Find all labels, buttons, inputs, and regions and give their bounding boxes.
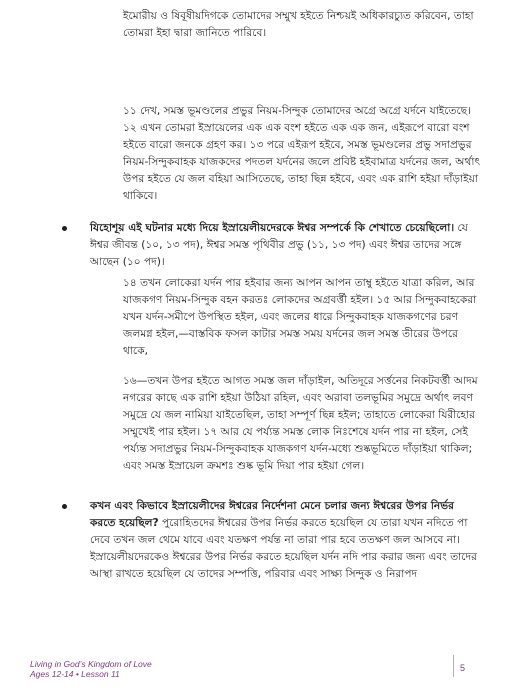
scripture-paragraph-4: ১৬—তখন উপর হইতে আগত সমস্ত জল দাঁড়াইল, অতিদূরে সর্ত্তনের নিকটবর্ত্তী আদম নগরের কাছে এক রাশি হইয়া উঠিয়া রহিল, এবং অরাবা তলভূমির সমুদ্রে অর্থাৎ লবণ সমুদ্রে যে জল নামিয়া যাইতেছিল, তাহা সম্পূর্ণ ছিন্ন হইল; তাহাতে লোকেরা যিরীহোর সম্মুখেই পার হইল। ১৭ আর যে পর্য্যন্ত সমস্ত লোক নিঃশেষে যর্দন পার না হইল, সেই পর্য্যন্ত সদাপ্রভুর নিয়ম-সিন্দুকবাহক যাজকগণ যর্দন-মধ্যে শুষ্কভূমিতে দাঁড়াইয়া থাকিল; এবং সমস্ত ইস্রায়েল ক্রমশঃ শুষ্ক ভূমি দিয়া পার হইয়া গেল। (123, 375, 478, 472)
scripture-paragraph-2: ১১ দেখ, সমস্ত ভূমণ্ডলের প্রভুর নিয়ম-সিন্দুক তোমাদের অগ্রে অগ্রে যর্দনে যাইতেছে। ১২ এখন তোমরা ইস্রায়েলের এক এক বংশ হইতে এক এক জন, এইরূপে বারো বংশ হইতে বারো জনকে গ্রহণ কর। ১৩ পরে এইরূপ হইবে, সমস্ত ভূমণ্ডলের প্রভু সদাপ্রভুর নিয়ম-সিন্দুকবাহক যাজকদের পদতল যর্দনের জলে প্রবিষ্ট হইবামাত্র যর্দনের জল, অর্থাৎ উপর হইতে যে জল বহিয়া আসিতেছে, তাহা ছিন্ন হইবে, এবং এক রাশি হইয়া দাঁড়াইয়া থাকিবে। (123, 105, 481, 202)
bullet-dot-icon (62, 504, 67, 509)
bullet-answer-2: পুরোহিতদের ঈশ্বরের উপর নির্ভর করতে হয়েছিল যে তারা যখন নদিতে পা দেবে তখন জল থেমে যাবে এবং যতক্ষণ পর্যন্ত না তারা পার হবে ততক্ষণ জল আসবে না। ইস্রায়েলীয়দেরকেও ঈশ্বরের উপর নির্ভর করতে হয়েছিল যর্দন নদি পার করার জন্য এবং তাদের আস্থা রাখতে হয়েছিল যে তাদের সম্পত্তি, পরিবার এবং সাক্ষ্য সিন্দুক ও নিরাপদ (90, 517, 477, 580)
bullet-question-1: যিহোশূয় এই ঘটনার মধ্যে দিয়ে ইস্রায়েলীয়দেরকে ঈশ্বর সম্পর্কে কি শেখাতে চেয়েছিলো। (90, 222, 455, 234)
bullet-answer-1: যে ঈশ্বর জীবন্ত (১০, ১৩ পদ), ঈশ্বর সমস্ত পৃথিবীর প্রভু (১১, ১৩ পদ) এবং ঈশ্বর তাদের সঙ্গে আছেন (১০ পদ)। (90, 222, 468, 268)
bullet-text-1 (90, 220, 482, 271)
footer-title: Living in God’s Kingdom of Love (30, 659, 152, 669)
footer-divider (453, 655, 454, 677)
page-number: 5 (460, 663, 466, 673)
bullet-dot-icon (62, 226, 67, 231)
scripture-paragraph-3: ১৪ তখন লোকেরা যর্দন পার হইবার জন্য আপন আপন তাম্বু হইতে যাত্রা করিল, আর যাজকগণ নিয়ম-সিন্দুক বহন করতঃ লোকদের অগ্রবর্ত্তী হইল। ১৫ আর সিন্দুকবাহকেরা যখন যর্দন-সমীপে উপস্থিত হইল, এবং জলের ধারে সিন্দুকবাহক যাজকগণের চরণ জলমগ্ন হইল,—বাস্তবিক ফসল কাটার সমস্ত সময় যর্দনের জল সমস্ত তীরের উপরে থাকে, (123, 277, 477, 357)
footer-subtitle: Ages 12-14 • Lesson 11 (30, 669, 120, 679)
bullet-question-2: কখন এবং কিভাবে ইস্রায়েলীদের ঈশ্বরের নির্দেশনা মেনে চলার জন্য ঈশ্বরের উপর নির্ভর করতে হয়েছিল? (90, 500, 454, 529)
scripture-paragraph-1: ইমোরীয় ও ষিবূষীয়দিগকে তোমাদের সম্মুখ হইতে নিশ্চয়ই অধিকারচ্যুত করিবেন, তাহা তোমরা ইহা দ্বারা জানিতে পারিবে। (123, 10, 474, 39)
bullet-text-2 (90, 498, 482, 583)
